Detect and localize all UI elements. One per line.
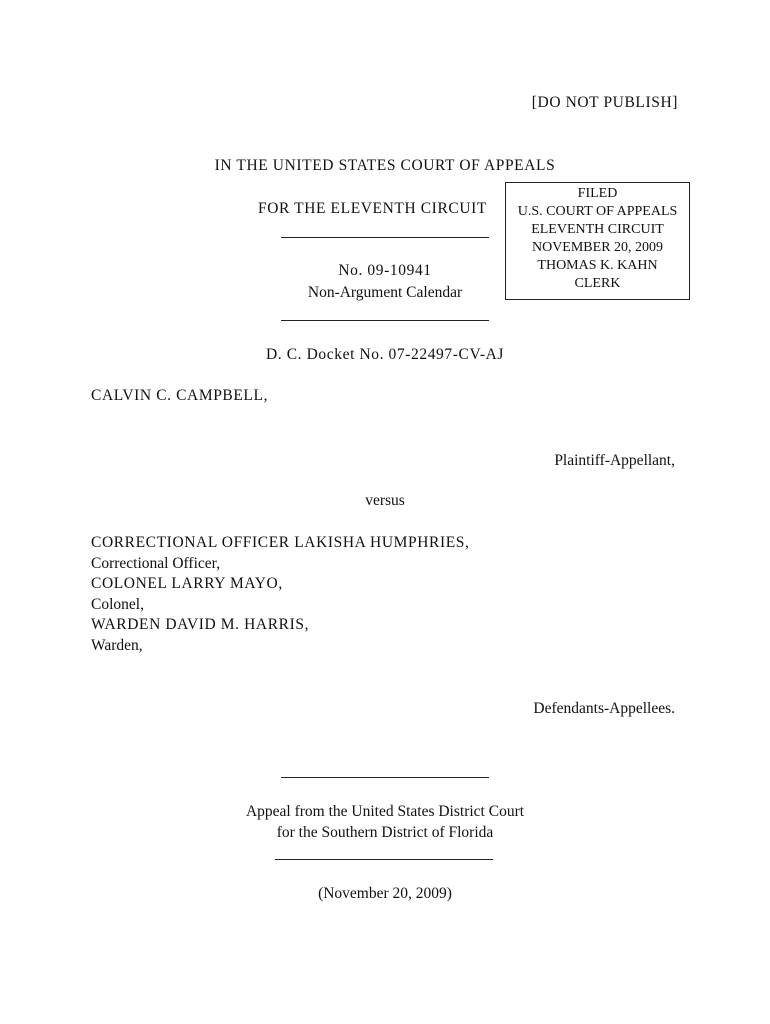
divider-rule — [281, 320, 489, 321]
divider-rule — [281, 237, 489, 238]
appeal-source-line: Appeal from the United States District Court — [245, 803, 525, 820]
circuit-name: FOR THE ELEVENTH CIRCUIT — [258, 200, 487, 217]
filed-stamp-line: U.S. COURT OF APPEALS — [517, 204, 678, 219]
divider-rule — [275, 859, 493, 860]
filed-stamp-line: CLERK — [574, 276, 621, 291]
defendant-role: Defendants-Appellees. — [533, 700, 675, 717]
plaintiff-name: CALVIN C. CAMPBELL, — [91, 387, 269, 404]
docket-number: D. C. Docket No. 07-22497-CV-AJ — [265, 346, 505, 363]
filed-stamp-line: ELEVENTH CIRCUIT — [531, 222, 664, 237]
calendar-type: Non-Argument Calendar — [307, 284, 463, 301]
filed-stamp-line: THOMAS K. KAHN — [537, 258, 658, 273]
versus-label: versus — [365, 492, 405, 509]
defendants-list — [91, 533, 470, 656]
publish-notice: [DO NOT PUBLISH] — [531, 94, 678, 111]
filed-stamp — [505, 182, 690, 300]
case-number: No. 09-10941 — [338, 262, 432, 279]
plaintiff-role: Plaintiff-Appellant, — [554, 452, 675, 469]
court-title: IN THE UNITED STATES COURT OF APPEALS — [214, 157, 556, 174]
filed-stamp-line: FILED — [577, 186, 618, 201]
decision-date: (November 20, 2009) — [318, 885, 452, 902]
defendant-line: CORRECTIONAL OFFICER LAKISHA HUMPHRIES, — [91, 534, 470, 551]
defendant-line: COLONEL LARRY MAYO, — [91, 575, 283, 592]
defendant-line: WARDEN DAVID M. HARRIS, — [91, 616, 310, 633]
defendant-line: Correctional Officer, — [91, 554, 221, 572]
filed-stamp-line: NOVEMBER 20, 2009 — [531, 240, 664, 255]
defendant-line: Colonel, — [91, 595, 144, 613]
defendant-line: Warden, — [91, 636, 143, 654]
appeal-source-line: for the Southern District of Florida — [276, 824, 494, 841]
divider-rule — [281, 777, 489, 778]
